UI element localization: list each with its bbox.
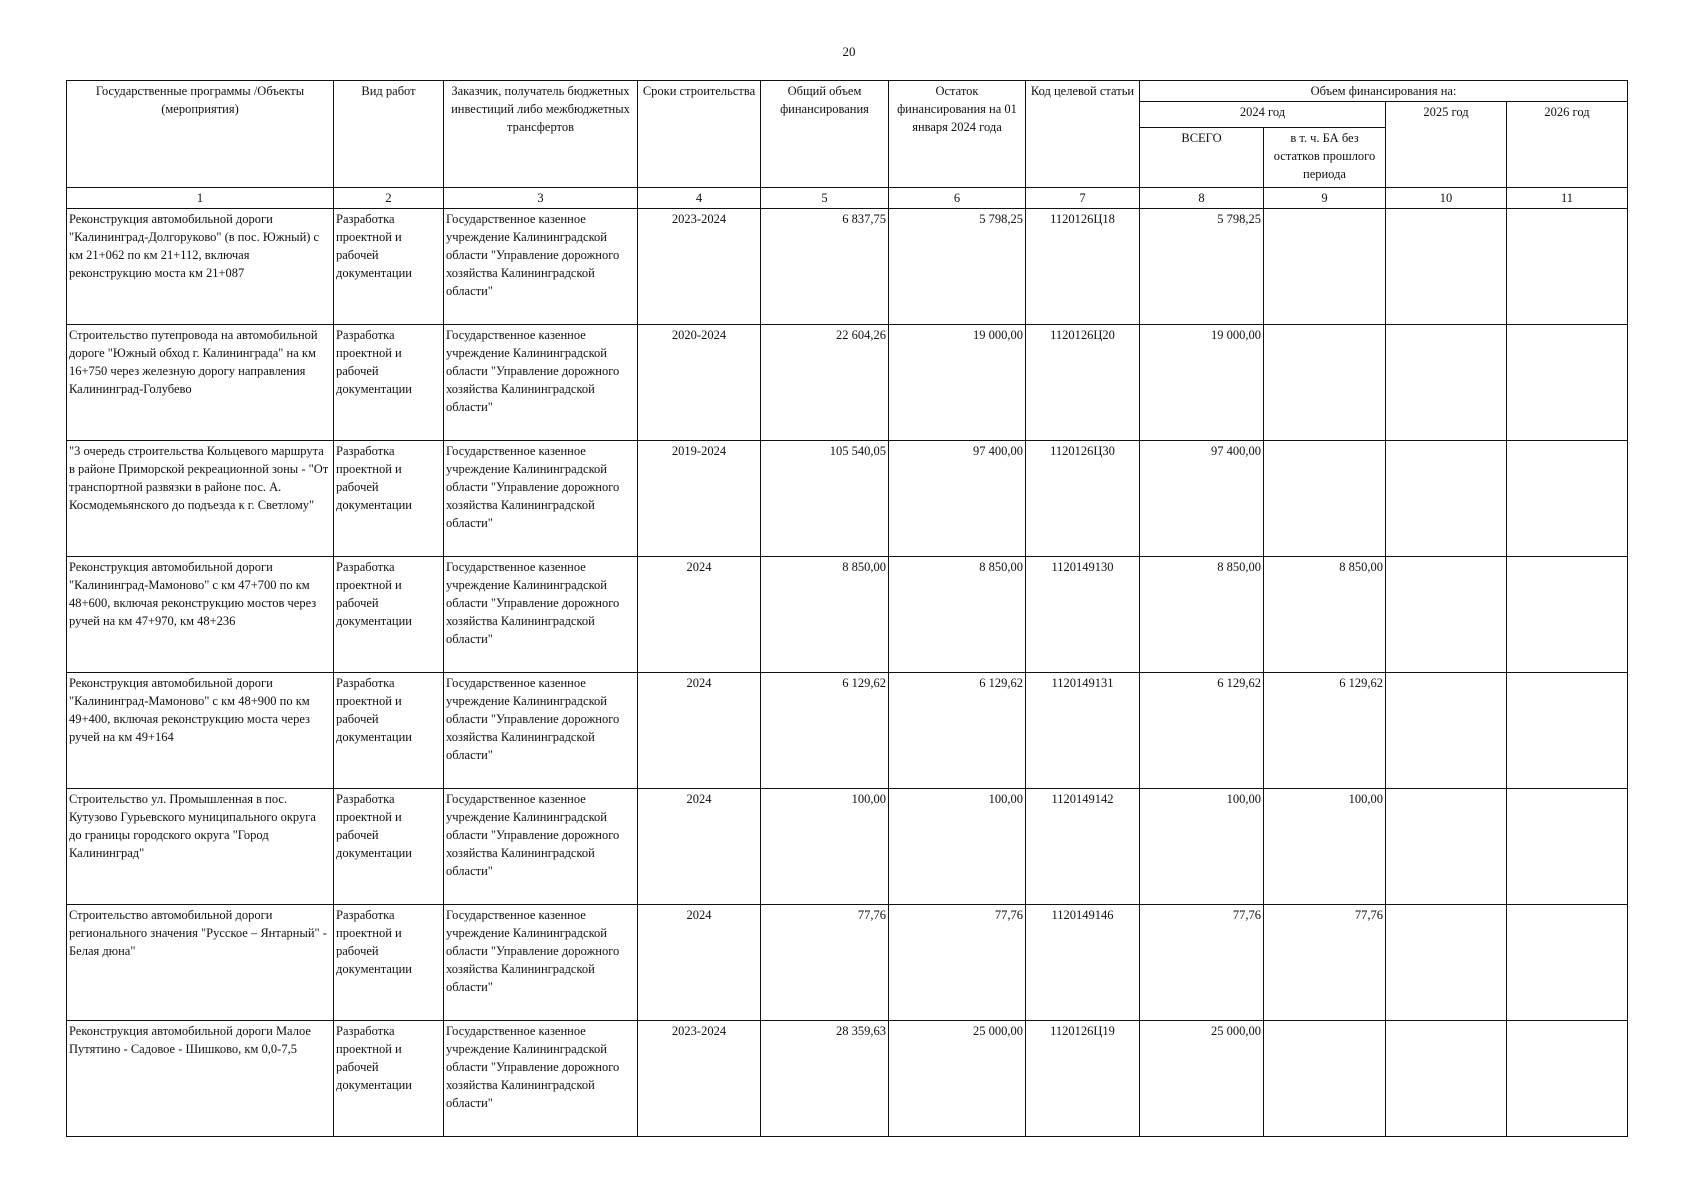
total-financing-cell: 8 850,00 — [761, 557, 889, 673]
ba-2024-cell: 100,00 — [1264, 789, 1386, 905]
year-2026-cell — [1507, 209, 1628, 325]
table-body — [67, 209, 1628, 1137]
table-row — [67, 441, 1628, 557]
budget-table — [66, 80, 1628, 1137]
object-cell: Реконструкция автомобильной дороги "Калининград-Долгоруково" (в пос. Южный) с км 21+062 по км 21+112, включая реконструкцию моста км 21+087 — [67, 209, 334, 325]
code-cell: 1120149131 — [1026, 673, 1140, 789]
object-cell: "3 очередь строительства Кольцевого маршрута в районе Приморской рекреационной зоны - "От транспортной развязки в районе пос. А. Космодемьянского до подъезда к г. Светлому" — [67, 441, 334, 557]
total-2024-cell: 25 000,00 — [1140, 1021, 1264, 1137]
customer-cell: Государственное казенное учреждение Калининградской области "Управление дорожного хозяйства Калининградской области" — [444, 441, 638, 557]
period-cell: 2024 — [638, 789, 761, 905]
column-number: 5 — [761, 188, 889, 209]
year-2026-cell — [1507, 673, 1628, 789]
table-header — [67, 81, 1628, 209]
period-cell: 2024 — [638, 905, 761, 1021]
work-type-cell: Разработка проектной и рабочей документации — [334, 905, 444, 1021]
code-cell: 1120149146 — [1026, 905, 1140, 1021]
object-cell: Строительство путепровода на автомобильной дороге "Южный обход г. Калининграда" на км 16+750 через железную дорогу направления Калининград-Голубево — [67, 325, 334, 441]
remainder-cell: 5 798,25 — [889, 209, 1026, 325]
header-total-2024: ВСЕГО — [1140, 128, 1264, 188]
column-number: 7 — [1026, 188, 1140, 209]
code-cell: 1120126Ц19 — [1026, 1021, 1140, 1137]
ba-2024-cell: 77,76 — [1264, 905, 1386, 1021]
column-number: 10 — [1386, 188, 1507, 209]
object-cell: Строительство ул. Промышленная в пос. Кутузово Гурьевского муниципального округа до границы городского округа "Город Калининград" — [67, 789, 334, 905]
table-row — [67, 673, 1628, 789]
table-row — [67, 325, 1628, 441]
header-period: Сроки строительства — [638, 81, 761, 188]
header-work-type: Вид работ — [334, 81, 444, 188]
work-type-cell: Разработка проектной и рабочей документации — [334, 1021, 444, 1137]
work-type-cell: Разработка проектной и рабочей документации — [334, 441, 444, 557]
total-2024-cell: 8 850,00 — [1140, 557, 1264, 673]
remainder-cell: 8 850,00 — [889, 557, 1026, 673]
year-2025-cell — [1386, 557, 1507, 673]
remainder-cell: 100,00 — [889, 789, 1026, 905]
header-remainder: Остаток финансирования на 01 января 2024 года — [889, 81, 1026, 188]
ba-2024-cell — [1264, 441, 1386, 557]
header-year-2024: 2024 год — [1140, 102, 1386, 128]
code-cell: 1120126Ц20 — [1026, 325, 1140, 441]
total-2024-cell: 77,76 — [1140, 905, 1264, 1021]
period-cell: 2023-2024 — [638, 1021, 761, 1137]
customer-cell: Государственное казенное учреждение Калининградской области "Управление дорожного хозяйства Калининградской области" — [444, 557, 638, 673]
total-financing-cell: 77,76 — [761, 905, 889, 1021]
header-year-2026: 2026 год — [1507, 102, 1628, 188]
table-row — [67, 905, 1628, 1021]
ba-2024-cell: 6 129,62 — [1264, 673, 1386, 789]
header-financing: Объем финансирования на: — [1140, 81, 1628, 102]
year-2025-cell — [1386, 1021, 1507, 1137]
total-financing-cell: 6 129,62 — [761, 673, 889, 789]
header-total-financing: Общий объем финансирования — [761, 81, 889, 188]
year-2025-cell — [1386, 325, 1507, 441]
column-number: 6 — [889, 188, 1026, 209]
header-year-2025: 2025 год — [1386, 102, 1507, 188]
remainder-cell: 97 400,00 — [889, 441, 1026, 557]
table-row — [67, 557, 1628, 673]
year-2025-cell — [1386, 789, 1507, 905]
customer-cell: Государственное казенное учреждение Калининградской области "Управление дорожного хозяйства Калининградской области" — [444, 325, 638, 441]
customer-cell: Государственное казенное учреждение Калининградской области "Управление дорожного хозяйства Калининградской области" — [444, 905, 638, 1021]
year-2026-cell — [1507, 325, 1628, 441]
year-2025-cell — [1386, 673, 1507, 789]
total-financing-cell: 22 604,26 — [761, 325, 889, 441]
page-number: 20 — [842, 44, 856, 59]
total-financing-cell: 28 359,63 — [761, 1021, 889, 1137]
column-number: 1 — [67, 188, 334, 209]
column-number: 9 — [1264, 188, 1386, 209]
table-row — [67, 1021, 1628, 1137]
customer-cell: Государственное казенное учреждение Калининградской области "Управление дорожного хозяйства Калининградской области" — [444, 673, 638, 789]
column-number: 4 — [638, 188, 761, 209]
column-number: 2 — [334, 188, 444, 209]
total-2024-cell: 97 400,00 — [1140, 441, 1264, 557]
total-2024-cell: 5 798,25 — [1140, 209, 1264, 325]
object-cell: Реконструкция автомобильной дороги Малое Путятино - Садовое - Шишково, км 0,0-7,5 — [67, 1021, 334, 1137]
code-cell: 1120126Ц30 — [1026, 441, 1140, 557]
ba-2024-cell — [1264, 325, 1386, 441]
header-ba-2024: в т. ч. БА без остатков прошлого периода — [1264, 128, 1386, 188]
remainder-cell: 25 000,00 — [889, 1021, 1026, 1137]
year-2026-cell — [1507, 557, 1628, 673]
total-2024-cell: 19 000,00 — [1140, 325, 1264, 441]
work-type-cell: Разработка проектной и рабочей документации — [334, 673, 444, 789]
header-code: Код целевой статьи — [1026, 81, 1140, 188]
remainder-cell: 77,76 — [889, 905, 1026, 1021]
remainder-cell: 19 000,00 — [889, 325, 1026, 441]
column-number: 3 — [444, 188, 638, 209]
total-2024-cell: 100,00 — [1140, 789, 1264, 905]
customer-cell: Государственное казенное учреждение Калининградской области "Управление дорожного хозяйства Калининградской области" — [444, 789, 638, 905]
column-number: 8 — [1140, 188, 1264, 209]
object-cell: Реконструкция автомобильной дороги "Калининград-Мамоново" с км 47+700 по км 48+600, включая реконструкцию мостов через ручей на км 47+970, км 48+236 — [67, 557, 334, 673]
ba-2024-cell: 8 850,00 — [1264, 557, 1386, 673]
period-cell: 2024 — [638, 673, 761, 789]
code-cell: 1120149130 — [1026, 557, 1140, 673]
total-financing-cell: 6 837,75 — [761, 209, 889, 325]
total-financing-cell: 105 540,05 — [761, 441, 889, 557]
year-2026-cell — [1507, 1021, 1628, 1137]
object-cell: Строительство автомобильной дороги регионального значения "Русское – Янтарный" - Белая дюна" — [67, 905, 334, 1021]
column-number: 11 — [1507, 188, 1628, 209]
ba-2024-cell — [1264, 1021, 1386, 1137]
header-customer: Заказчик, получатель бюджетных инвестиций либо межбюджетных трансфертов — [444, 81, 638, 188]
object-cell: Реконструкция автомобильной дороги "Калининград-Мамоново" с км 48+900 по км 49+400, включая реконструкцию моста через ручей на км 49+164 — [67, 673, 334, 789]
period-cell: 2020-2024 — [638, 325, 761, 441]
year-2026-cell — [1507, 789, 1628, 905]
period-cell: 2024 — [638, 557, 761, 673]
period-cell: 2019-2024 — [638, 441, 761, 557]
code-cell: 1120126Ц18 — [1026, 209, 1140, 325]
work-type-cell: Разработка проектной и рабочей документации — [334, 209, 444, 325]
remainder-cell: 6 129,62 — [889, 673, 1026, 789]
column-number-row — [67, 188, 1628, 209]
year-2025-cell — [1386, 905, 1507, 1021]
year-2026-cell — [1507, 441, 1628, 557]
work-type-cell: Разработка проектной и рабочей документации — [334, 325, 444, 441]
table-row — [67, 789, 1628, 905]
total-2024-cell: 6 129,62 — [1140, 673, 1264, 789]
work-type-cell: Разработка проектной и рабочей документации — [334, 789, 444, 905]
total-financing-cell: 100,00 — [761, 789, 889, 905]
ba-2024-cell — [1264, 209, 1386, 325]
code-cell: 1120149142 — [1026, 789, 1140, 905]
table-row — [67, 209, 1628, 325]
period-cell: 2023-2024 — [638, 209, 761, 325]
year-2025-cell — [1386, 209, 1507, 325]
customer-cell: Государственное казенное учреждение Калининградской области "Управление дорожного хозяйства Калининградской области" — [444, 1021, 638, 1137]
year-2026-cell — [1507, 905, 1628, 1021]
work-type-cell: Разработка проектной и рабочей документации — [334, 557, 444, 673]
header-objects: Государственные программы /Объекты (мероприятия) — [67, 81, 334, 188]
year-2025-cell — [1386, 441, 1507, 557]
customer-cell: Государственное казенное учреждение Калининградской области "Управление дорожного хозяйства Калининградской области" — [444, 209, 638, 325]
